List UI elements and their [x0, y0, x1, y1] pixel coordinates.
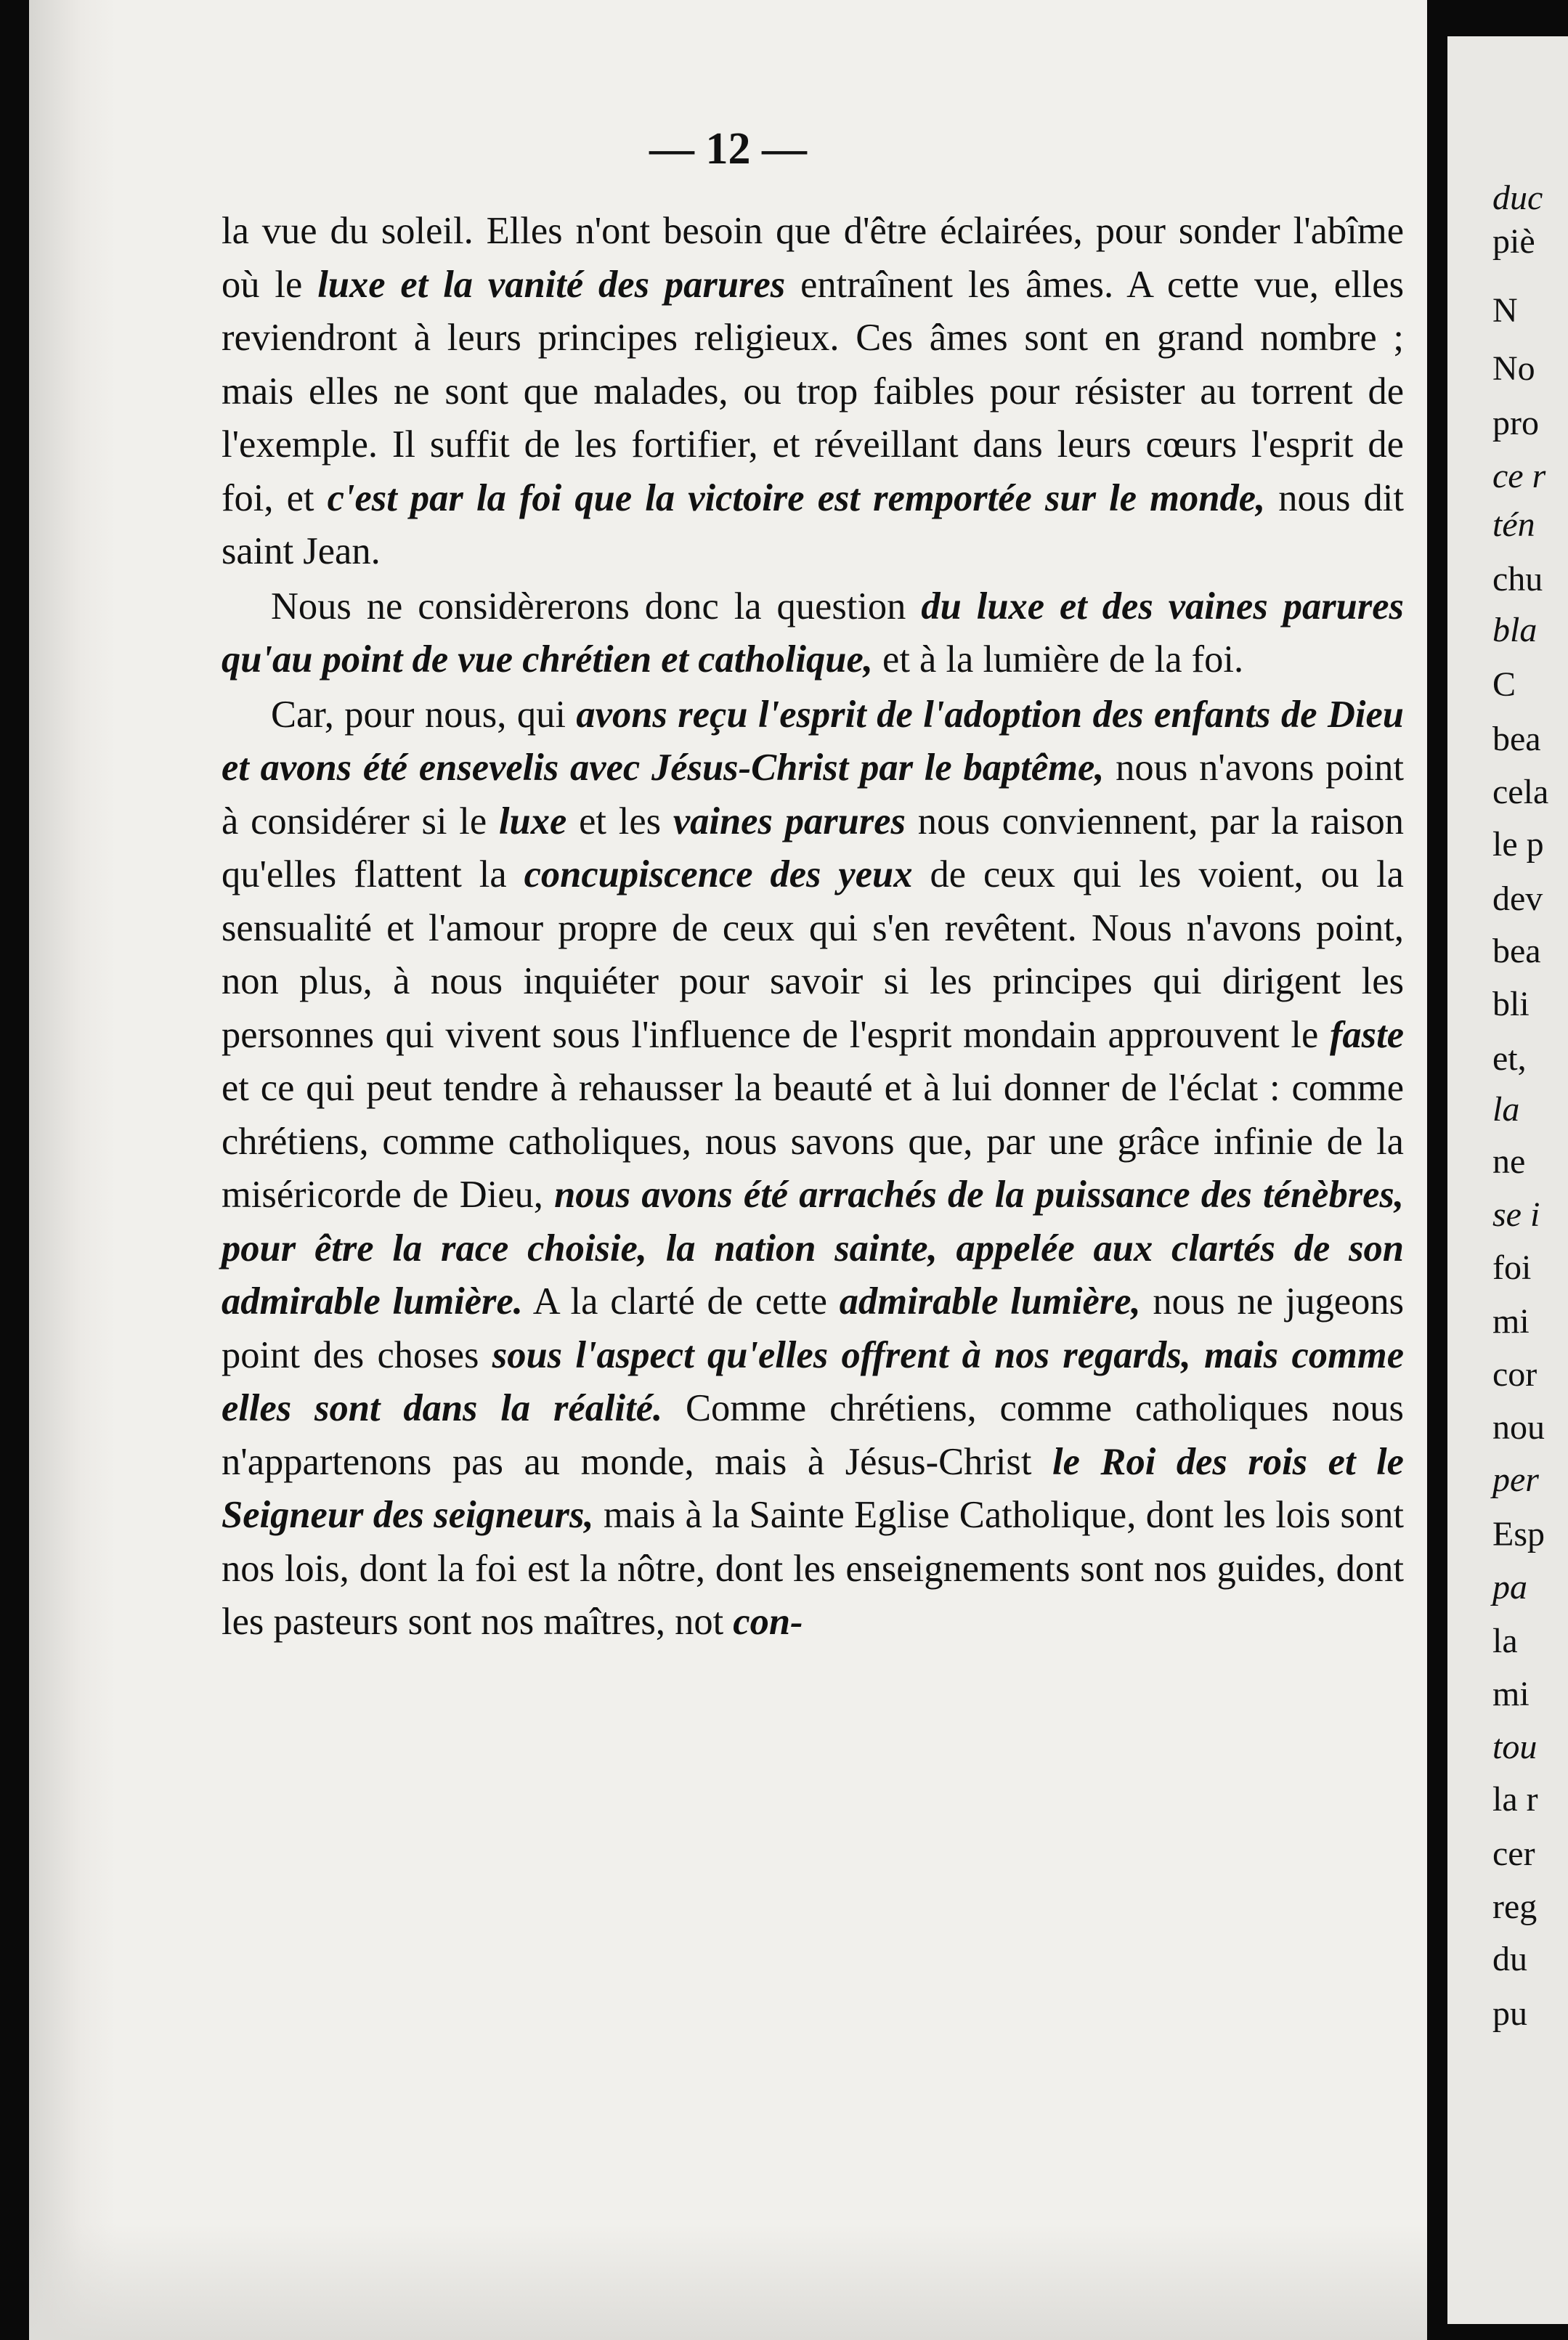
- facing-page-fragment: la: [1492, 1622, 1518, 1660]
- page-bottom-shadow: [29, 2224, 1427, 2340]
- facing-page-fragment: foi: [1492, 1248, 1532, 1287]
- italic-segment: nous avons été arrachés de la puissance des ténèbres, pour être la race choisie, la nation sainte, appelée aux clartés de son admirable lumière.: [222, 1174, 1404, 1323]
- italic-segment: concupiscence des yeux: [524, 853, 913, 895]
- text-segment: nous dit saint Jean.: [222, 476, 1404, 572]
- facing-page-fragment: bla: [1492, 611, 1537, 649]
- facing-page-fragment: la: [1492, 1090, 1520, 1129]
- facing-page-fragment: cela: [1492, 773, 1549, 811]
- facing-page-fragment: bli: [1492, 985, 1530, 1023]
- text-segment: la vue du soleil. Elles n'ont besoin que d'être éclairées, pour sonder l'abîme où le: [222, 210, 1404, 306]
- facing-page-fragment: pa: [1492, 1568, 1527, 1606]
- italic-segment: luxe et la vanité des parures: [317, 263, 786, 306]
- facing-page-edge: [1447, 36, 1568, 2324]
- italic-segment: le Roi des rois et le Seigneur des seigneurs,: [222, 1440, 1404, 1536]
- facing-page-fragment: Esp: [1492, 1515, 1545, 1553]
- text-segment: Comme chrétiens, comme catholiques nous n'appartenons pas au monde, mais à Jésus-Christ: [222, 1387, 1404, 1483]
- italic-segment: vaines parures: [673, 800, 906, 842]
- facing-page-fragment: tén: [1492, 505, 1535, 544]
- text-segment: Car, pour nous, qui: [271, 693, 577, 736]
- facing-page-fragment: cer: [1492, 1835, 1535, 1873]
- italic-segment: sous l'aspect qu'elles offrent à nos regards, mais comme elles sont dans la réalité.: [222, 1333, 1404, 1429]
- body-text: [222, 205, 1404, 1649]
- italic-segment: luxe: [498, 800, 567, 842]
- facing-page-fragment: bea: [1492, 932, 1541, 970]
- text-segment: nous ne jugeons point des choses: [222, 1280, 1405, 1376]
- facing-page-fragment: mi: [1492, 1302, 1530, 1341]
- italic-segment: c'est par la foi que la victoire est remportée sur le monde,: [327, 476, 1266, 519]
- italic-segment: avons reçu l'esprit de l'adoption des enfants de Dieu et avons été ensevelis avec Jésus-Christ par le baptême,: [222, 693, 1405, 789]
- facing-page-fragment: dev: [1492, 879, 1543, 918]
- text-segment: A la clarté de cette: [522, 1280, 840, 1323]
- facing-page-fragment: C: [1492, 665, 1516, 704]
- facing-page-fragment: et,: [1492, 1039, 1527, 1078]
- facing-page-fragment: tou: [1492, 1728, 1537, 1766]
- facing-page-fragment: le p: [1492, 825, 1544, 864]
- italic-segment: faste: [1329, 1013, 1404, 1056]
- page-gutter: [1427, 0, 1447, 2340]
- text-segment: nous conviennent, par la raison qu'elles flattent la: [222, 800, 1404, 895]
- facing-page-fragment: mi: [1492, 1675, 1530, 1713]
- facing-page-fragment: reg: [1492, 1888, 1537, 1926]
- italic-segment: con-: [733, 1601, 803, 1643]
- facing-page-fragment: chu: [1492, 560, 1543, 598]
- facing-page-fragment: pro: [1492, 404, 1539, 442]
- book-page: [29, 0, 1427, 2340]
- facing-page-fragment: nou: [1492, 1408, 1545, 1447]
- text-segment: mais à la Sainte Eglise Catholique, dont les lois sont nos lois, dont la foi est la nôtre, dont les enseignements sont nos guides, dont les pasteurs sont nos maîtres, not: [222, 1494, 1404, 1643]
- paragraph: [222, 580, 1404, 687]
- facing-page-fragment: per: [1492, 1461, 1539, 1499]
- text-segment: et les: [566, 800, 673, 842]
- facing-page-fragment: pu: [1492, 1994, 1527, 2033]
- paragraph: [222, 688, 1404, 1649]
- text-segment: entraînent les âmes. A cette vue, elles reviendront à leurs principes religieux. Ces âmes sont en grand nombre ; mais elles ne sont que malades, ou trop faibles pour résister au torrent de l'exemple. Il suffit de les fortifier, et réveillant dans leurs cœurs l'esprit de foi, et: [222, 263, 1405, 519]
- text-segment: Nous ne considèrerons donc la question: [271, 585, 922, 627]
- facing-page-fragment: cor: [1492, 1355, 1537, 1394]
- text-segment: et ce qui peut tendre à rehausser la beauté et à lui donner de l'éclat : comme chrétiens, comme catholiques, nous savons que, par une grâce infinie de la miséricorde de Dieu,: [222, 1067, 1404, 1216]
- facing-page-fragment: ce r: [1492, 457, 1546, 495]
- italic-segment: admirable lumière,: [839, 1280, 1141, 1323]
- facing-page-fragment: se i: [1492, 1195, 1540, 1234]
- facing-page-fragment: No: [1492, 349, 1535, 388]
- facing-page-fragment: du: [1492, 1940, 1527, 1978]
- facing-page-fragment: N: [1492, 291, 1518, 330]
- paragraph: [222, 205, 1404, 579]
- facing-page-fragment: ne: [1492, 1142, 1526, 1181]
- page-number: — 12 —: [649, 124, 807, 174]
- text-segment: nous n'avons point à considérer si le: [222, 747, 1404, 842]
- page-binding-shadow: [29, 0, 116, 2340]
- text-segment: et à la lumière de la foi.: [872, 638, 1244, 681]
- facing-page-fragment: la r: [1492, 1780, 1538, 1819]
- text-segment: de ceux qui les voient, ou la sensualité et l'amour propre de ceux qui s'en revêtent. Nous n'avons point, non plus, à nous inquiéter pour savoir si les principes qui dirigent les personnes qui vivent sous l'influence de l'esprit mondain approuvent le: [222, 853, 1404, 1056]
- italic-segment: du luxe et des vaines parures qu'au point de vue chrétien et catholique,: [222, 585, 1404, 681]
- facing-page-fragment: duc: [1492, 179, 1543, 217]
- facing-page-fragment: piè: [1492, 222, 1535, 261]
- facing-page-fragment: bea: [1492, 720, 1541, 758]
